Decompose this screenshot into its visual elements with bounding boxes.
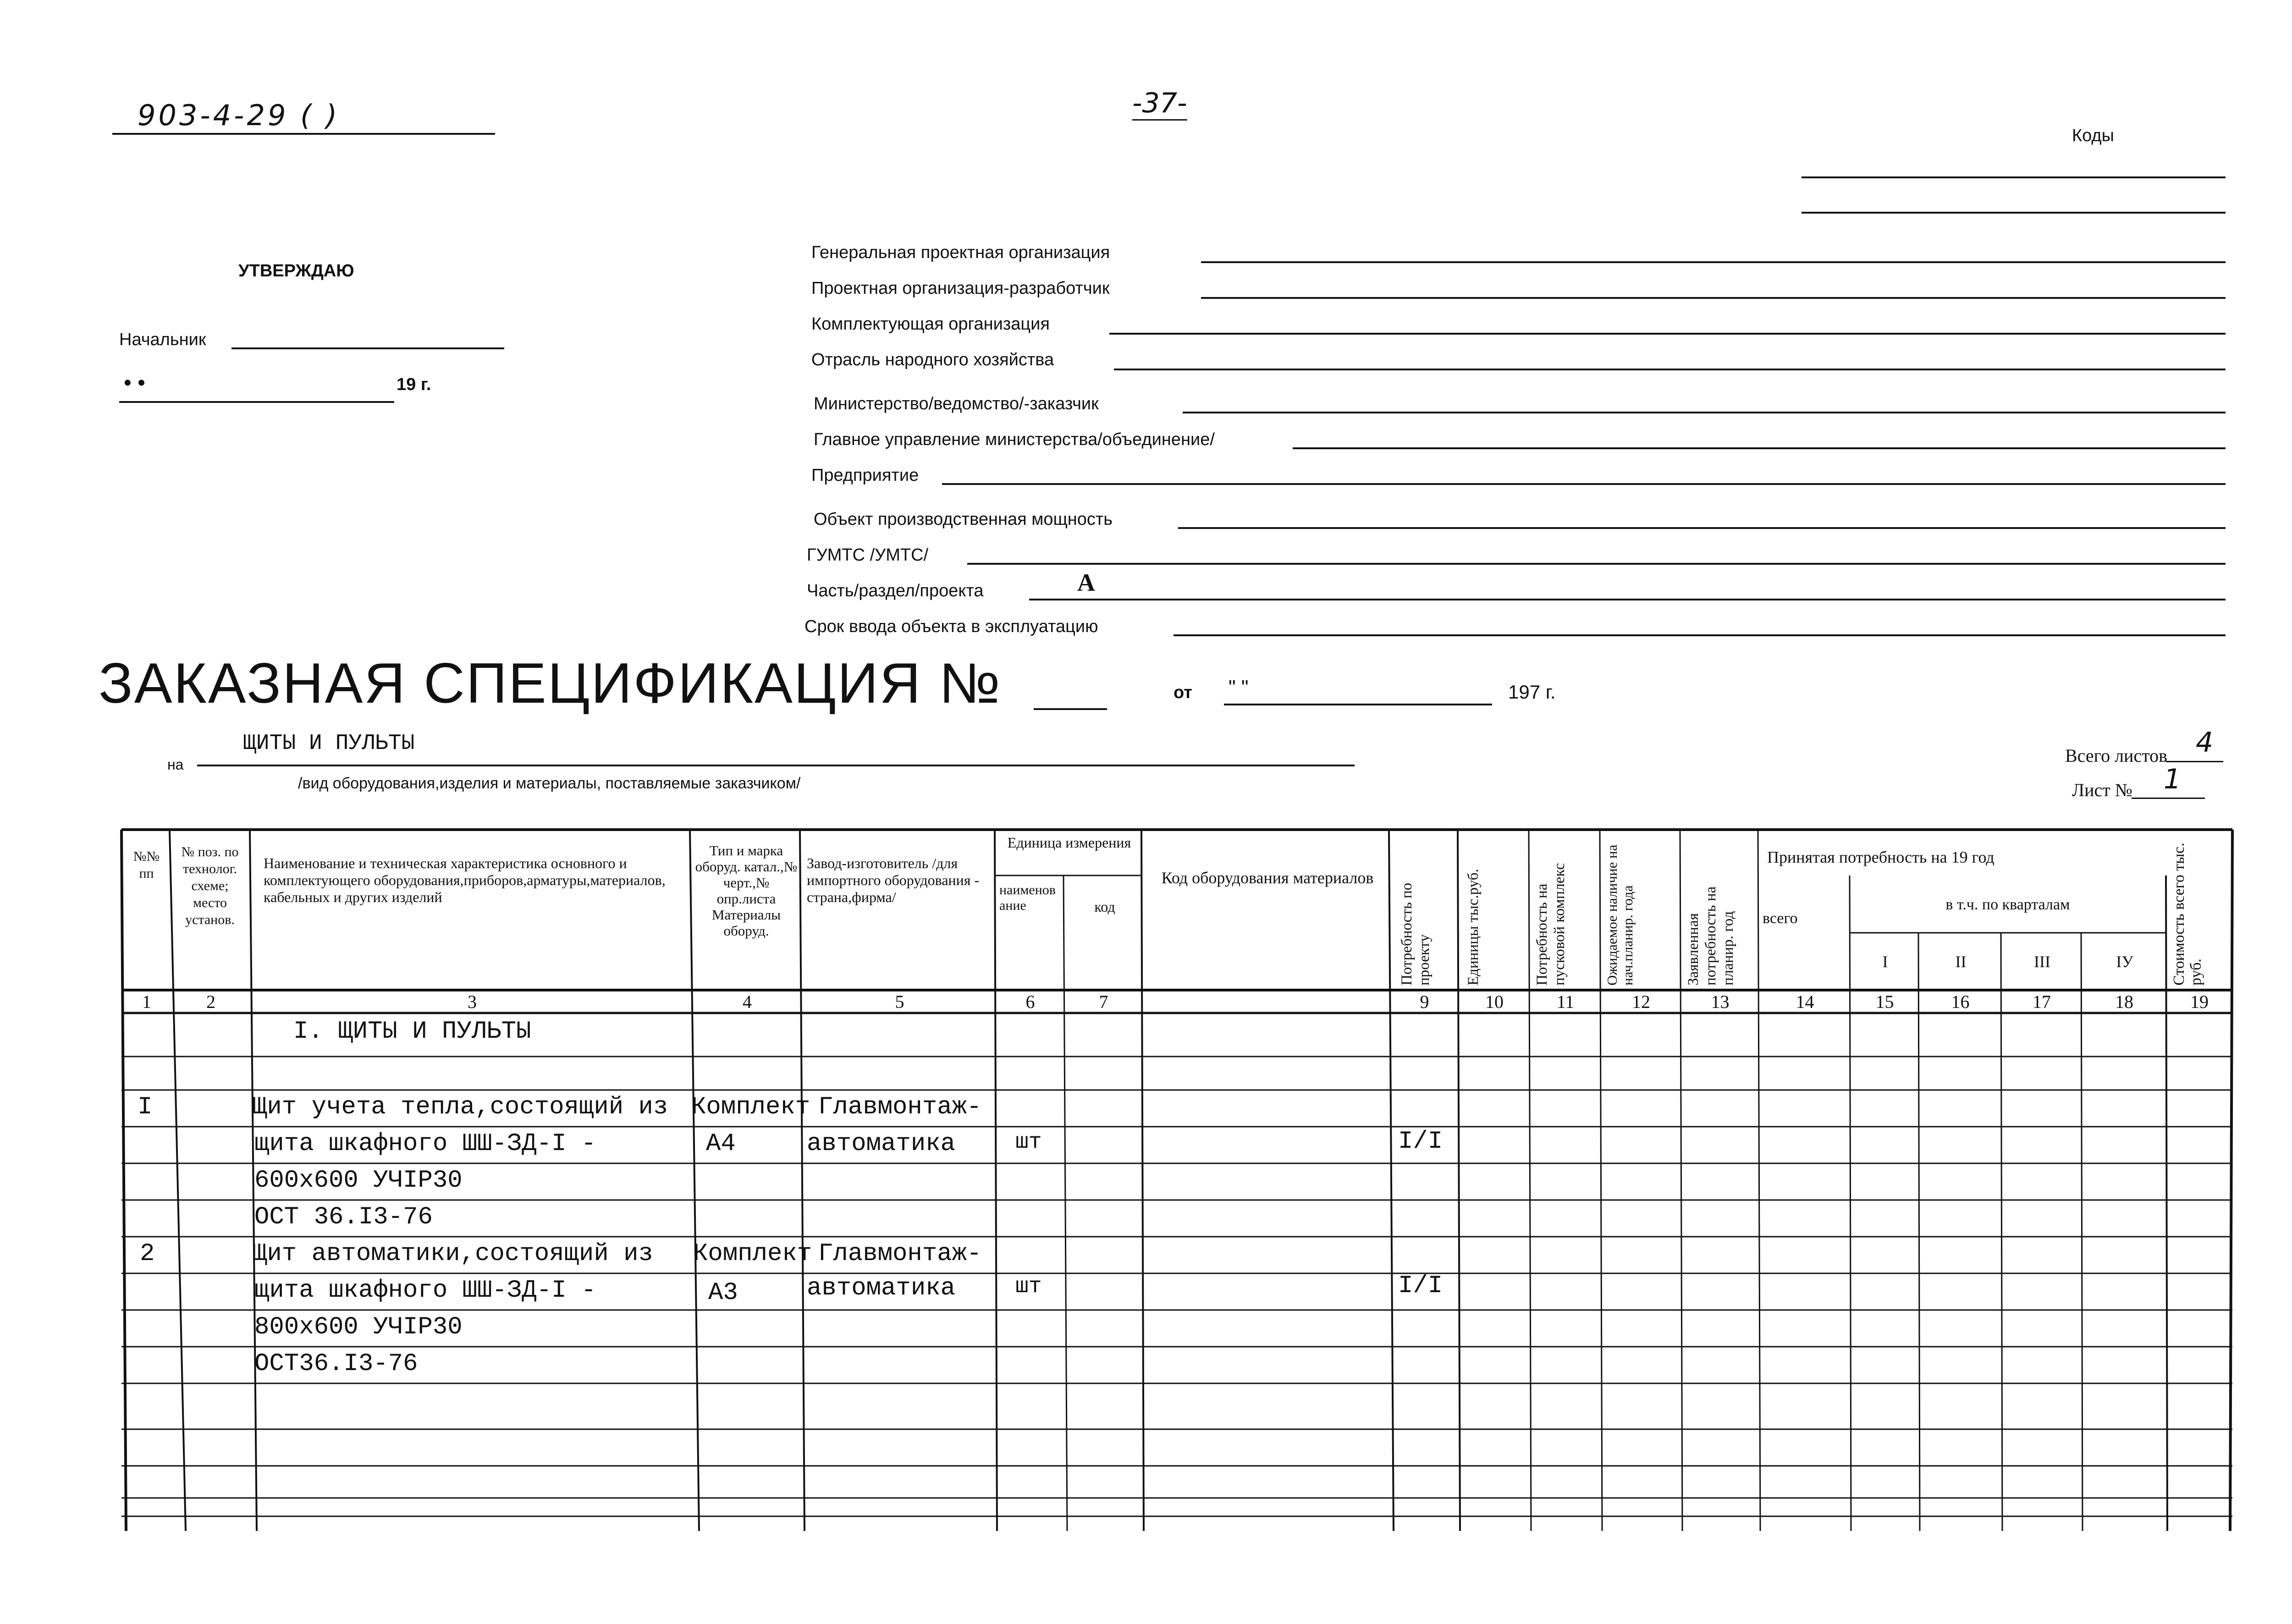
- item1-maker-2: автоматика: [807, 1130, 956, 1158]
- item2-type-2: А3: [708, 1279, 738, 1307]
- spec-from-label: от: [1174, 683, 1192, 702]
- hdr-col14: всего: [1763, 910, 1798, 927]
- colnum-14: 14: [1796, 991, 1814, 1012]
- item1-name-3: 600х600 УЧIР30: [254, 1167, 463, 1195]
- chief-label: Начальник: [119, 330, 206, 349]
- org-label-developer: Проектная организация-разработчик: [811, 279, 1110, 298]
- colnum-16: 16: [1951, 991, 1970, 1012]
- approve-title: УТВЕРЖДАЮ: [238, 261, 354, 281]
- sheet-value: 1: [2164, 763, 2182, 795]
- hdr-col1: №№ пп: [133, 849, 160, 881]
- org-value-part: А: [1077, 569, 1095, 596]
- hdr-col15-18: в т.ч. по кварталам: [1945, 896, 2070, 913]
- hdr-col12: Ожидаемое наличие на нач.планир. года: [1604, 844, 1636, 985]
- colnum-5: 5: [895, 991, 904, 1012]
- colnum-6: 6: [1025, 991, 1035, 1012]
- org-label-deadline: Срок ввода объекта в эксплуатацию: [804, 617, 1098, 636]
- item1-name-2: щита шкафного ШШ-ЗД-I -: [254, 1130, 596, 1158]
- item1-type-2: А4: [706, 1130, 736, 1158]
- page-number: -37-: [1132, 87, 1187, 119]
- item1-unit: шт: [1015, 1130, 1042, 1155]
- hdr-q4: IУ: [2116, 952, 2133, 971]
- item2-name-2: щита шкафного ШШ-ЗД-I -: [254, 1277, 596, 1305]
- colnum-3: 3: [468, 991, 477, 1012]
- hdr-col2: № поз. по технолог. схеме; место установ.: [181, 844, 239, 927]
- colnum-4: 4: [743, 991, 752, 1012]
- hdr-col5: Завод-изготовитель /для импортного оборудования - страна,фирма/: [807, 855, 980, 905]
- spec-subject: ЩИТЫ И ПУЛЬТЫ: [243, 731, 415, 756]
- colnum-18: 18: [2115, 991, 2133, 1012]
- item2-name-1: Щит автоматики,состоящий из: [252, 1240, 653, 1268]
- org-label-ministry: Министерство/ведомство/-заказчик: [814, 394, 1099, 413]
- item2-name-3: 800х600 УЧIР30: [254, 1313, 463, 1341]
- org-label-main-dept: Главное управление министерства/объединение/: [814, 430, 1215, 449]
- org-label-part: Часть/раздел/проекта: [807, 581, 984, 600]
- hdr-col9: Потребность по проекту: [1399, 882, 1432, 985]
- colnum-9: 9: [1420, 991, 1429, 1012]
- colnum-15: 15: [1875, 991, 1894, 1012]
- item2-maker-1: Главмонтаж-: [818, 1240, 982, 1268]
- colnum-2: 2: [206, 991, 215, 1012]
- colnum-11: 11: [1556, 991, 1575, 1012]
- item1-need: I/I: [1398, 1128, 1443, 1156]
- hdr-col7: код: [1094, 898, 1115, 915]
- total-sheets-label: Всего листов: [2065, 745, 2168, 766]
- colnum-12: 12: [1632, 991, 1650, 1012]
- hdr-col10: Единицы тыс.руб.: [1465, 869, 1482, 985]
- hdr-q1: I: [1882, 952, 1888, 971]
- hdr-col3: Наименование и техническая характеристика основного и комплектующего оборудования,приборов,арматуры,материалов, кабельных и других изделий: [264, 855, 666, 905]
- item1-type-1: Комплект: [691, 1093, 810, 1121]
- hdr-col67: Единица измерения: [1007, 834, 1131, 851]
- hdr-col19: Стоимость всего тыс. руб.: [2171, 842, 2204, 985]
- org-label-enterprise: Предприятие: [811, 466, 919, 485]
- colnum-7: 7: [1099, 991, 1108, 1012]
- colnum-1: 1: [142, 991, 151, 1012]
- hdr-col6: наименование: [999, 882, 1056, 913]
- item2-unit: шт: [1015, 1274, 1042, 1299]
- hdr-q2: II: [1955, 952, 1967, 971]
- hdr-q3: III: [2034, 952, 2050, 971]
- colnum-17: 17: [2033, 991, 2051, 1012]
- hdr-col4: Тип и марка оборуд. катал.,№ черт.,№ опр.листа Материалы оборуд.: [695, 842, 798, 939]
- approve-year: 19 г.: [397, 375, 431, 394]
- spec-subject-caption: /вид оборудования,изделия и материалы, поставляемые заказчиком/: [298, 775, 801, 792]
- colnum-13: 13: [1711, 991, 1730, 1012]
- org-label-general: Генеральная проектная организация: [811, 243, 1110, 262]
- codes-label: Коды: [2072, 126, 2114, 145]
- approve-date-dots: • •: [124, 371, 145, 395]
- colnum-10: 10: [1485, 991, 1504, 1012]
- hdr-col14-18: Принятая потребность на 19 год: [1767, 848, 1994, 866]
- org-label-industry: Отрасль народного хозяйства: [811, 350, 1054, 369]
- item2-no: 2: [140, 1240, 155, 1268]
- doc-number: 903-4-29 ( ): [138, 99, 340, 132]
- hdr-col11: Потребность на пусковой комплекс: [1534, 863, 1568, 985]
- sheet-label: Лист №: [2072, 780, 2132, 800]
- colnum-19: 19: [2190, 991, 2209, 1012]
- item2-type-1: Комплект: [693, 1240, 812, 1268]
- item2-name-4: ОСТ36.I3-76: [254, 1350, 418, 1378]
- total-sheets-value: 4: [2196, 727, 2214, 759]
- org-label-object: Объект производственная мощность: [814, 510, 1113, 529]
- item1-name-1: Щит учета тепла,состоящий из: [252, 1093, 668, 1121]
- item2-maker-2: автоматика: [807, 1274, 956, 1302]
- org-label-gumts: ГУМТС /УМТС/: [807, 545, 929, 565]
- hdr-col8: Код оборудования материалов: [1161, 869, 1374, 887]
- spec-year: 197 г.: [1508, 681, 1556, 703]
- org-label-supplier: Комплектующая организация: [811, 314, 1050, 334]
- item2-need: I/I: [1398, 1272, 1443, 1300]
- spec-date-dots: " ": [1229, 676, 1249, 699]
- item1-no: I: [138, 1093, 153, 1121]
- spec-on-label: на: [167, 756, 184, 773]
- item1-name-4: ОСТ 36.I3-76: [254, 1203, 433, 1231]
- item1-maker-1: Главмонтаж-: [818, 1093, 982, 1121]
- spec-title: ЗАКАЗНАЯ СПЕЦИФИКАЦИЯ №: [99, 652, 1002, 715]
- section-title: I. ЩИТЫ И ПУЛЬТЫ: [293, 1018, 531, 1046]
- hdr-col13: Заявленная потребность на планир. год: [1685, 886, 1736, 985]
